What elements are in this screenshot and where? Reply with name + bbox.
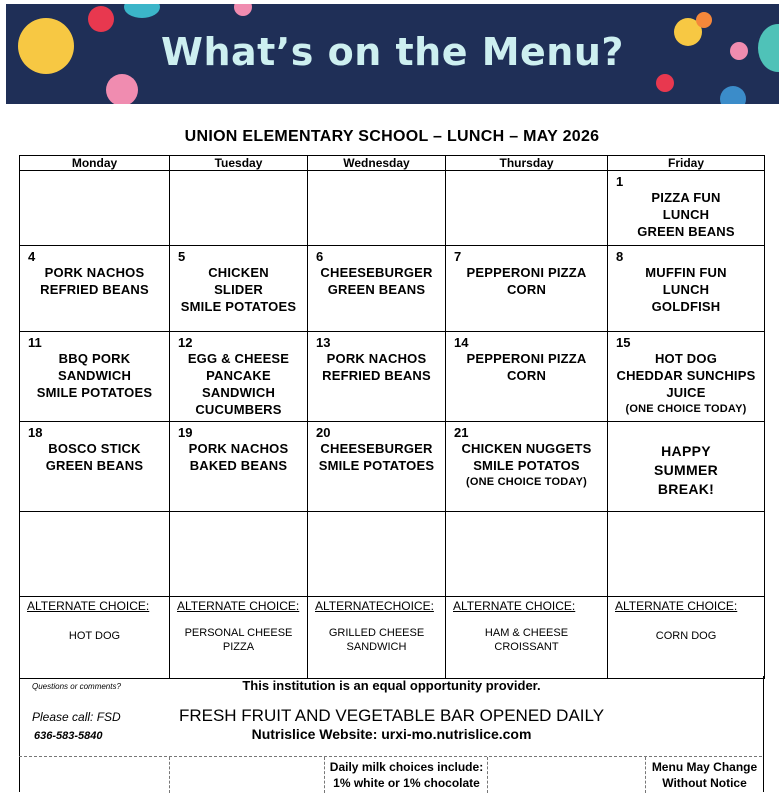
alternate-cell (446, 597, 608, 679)
alternate-item-line: HAM & CHEESE (484, 627, 569, 639)
menu-items (308, 350, 445, 384)
alternate-item (608, 613, 764, 643)
menu-item: GOLDFISH (651, 299, 721, 314)
menu-item: REFRIED BEANS (322, 368, 431, 383)
alternate-item (308, 613, 445, 654)
banner-title: What’s on the Menu? (161, 30, 624, 74)
milk-row (19, 756, 762, 793)
menu-item: PEPPERONI PIZZA (466, 351, 587, 366)
menu-item: SMILE POTATOES (36, 385, 153, 400)
change-line: Menu May Change (651, 760, 758, 774)
week-row (20, 171, 765, 246)
menu-change-notice (647, 759, 762, 791)
menu-items (170, 440, 307, 474)
day-cell (608, 246, 765, 332)
alternate-item-line: CORN DOG (655, 630, 717, 642)
alternate-cell (308, 597, 446, 679)
menu-item: SMILE POTATOS (473, 458, 580, 473)
alternate-label: ALTERNATE CHOICE: (27, 599, 150, 613)
menu-items (20, 264, 169, 298)
alternate-item (446, 613, 607, 654)
day-number: 6 (316, 249, 324, 264)
weekday-header-row (20, 156, 765, 171)
menu-item: GREEN BEANS (327, 282, 426, 297)
menu-item: PORK NACHOS (188, 441, 289, 456)
menu-items (608, 350, 764, 417)
day-number: 18 (28, 425, 43, 440)
menu-item: PORK NACHOS (326, 351, 427, 366)
milk-line: 1% white or 1% chocolate (333, 776, 480, 790)
phone-number: 636-583-5840 (34, 730, 103, 742)
alternate-item (170, 613, 307, 654)
menu-items (20, 350, 169, 401)
row-divider (169, 757, 170, 793)
day-cell (608, 171, 765, 246)
alternate-label: ALTERNATE CHOICE: (615, 599, 738, 613)
weekday-header: Friday (608, 156, 765, 171)
day-cell (308, 246, 446, 332)
menu-item: CORN (506, 282, 547, 297)
day-cell (608, 332, 765, 422)
day-cell (20, 332, 170, 422)
summer-break-line: BREAK! (657, 481, 715, 497)
menu-item: CHICKEN NUGGETS (461, 441, 592, 456)
menu-item: PEPPERONI PIZZA (466, 265, 587, 280)
empty-cell (170, 512, 308, 597)
equal-opportunity-statement: This institution is an equal opportunity provider. (242, 678, 541, 693)
header-banner (6, 4, 779, 104)
menu-items (446, 440, 607, 490)
day-cell (170, 422, 308, 512)
page-title: UNION ELEMENTARY SCHOOL – LUNCH – MAY 2026 (184, 128, 600, 145)
menu-item: GREEN BEANS (637, 224, 735, 239)
decor-dot (124, 4, 160, 18)
day-number: 15 (616, 335, 631, 350)
alternate-label: ALTERNATE CHOICE: (177, 599, 300, 613)
day-cell (446, 332, 608, 422)
day-cell (170, 332, 308, 422)
day-cell (170, 246, 308, 332)
menu-item: REFRIED BEANS (40, 282, 149, 297)
day-cell (446, 246, 608, 332)
menu-item: JUICE (666, 385, 706, 400)
alternate-item-line: HOT DOG (68, 630, 121, 642)
fresh-bar-notice: FRESH FRUIT AND VEGETABLE BAR OPENED DAILY (178, 706, 605, 725)
alternate-item-line: SANDWICH (346, 641, 407, 653)
menu-item: CUCUMBERS (195, 402, 282, 417)
summer-break-line: HAPPY (661, 443, 711, 459)
milk-line: Daily milk choices include: (329, 760, 484, 774)
menu-item: EGG & CHEESE (187, 351, 290, 366)
menu-item: CORN (506, 368, 547, 383)
day-number: 5 (178, 249, 186, 264)
alternate-cell (20, 597, 170, 679)
alternate-item (20, 613, 169, 643)
menu-items (446, 264, 607, 298)
menu-item: SANDWICH (57, 368, 132, 383)
menu-items (170, 264, 307, 315)
menu-item: SLIDER (214, 282, 263, 297)
day-cell (170, 171, 308, 246)
website-line: Nutrislice Website: urxi-mo.nutrislice.com (251, 726, 532, 742)
empty-week-row (20, 512, 765, 597)
empty-cell (608, 512, 765, 597)
menu-items (446, 350, 607, 384)
day-cell (20, 171, 170, 246)
day-number: 11 (28, 335, 42, 350)
empty-cell (446, 512, 608, 597)
alternate-label: ALTERNATE CHOICE: (453, 599, 576, 613)
empty-cell (20, 512, 170, 597)
menu-item: CHEESEBURGER (320, 441, 433, 456)
day-number: 4 (28, 249, 36, 264)
call-label: Please call: FSD (32, 710, 121, 724)
day-cell (20, 246, 170, 332)
milk-choices (324, 759, 489, 791)
menu-calendar (19, 155, 765, 679)
alternate-cell (170, 597, 308, 679)
alternate-item-line: GRILLED CHEESE (328, 627, 425, 639)
day-cell (308, 171, 446, 246)
row-divider (645, 757, 646, 793)
menu-item: BBQ PORK (58, 351, 131, 366)
menu-items (170, 350, 307, 418)
menu-item: CHEESEBURGER (320, 265, 433, 280)
day-cell (446, 422, 608, 512)
alternate-item-line: PIZZA (222, 641, 255, 653)
menu-item: BOSCO STICK (48, 441, 141, 456)
day-number: 12 (178, 335, 193, 350)
alternate-label: ALTERNATECHOICE: (315, 599, 434, 613)
decor-dot (656, 74, 674, 92)
decor-dot (88, 6, 114, 32)
alternate-item-line: PERSONAL CHEESE (184, 627, 293, 639)
weekday-header: Wednesday (308, 156, 446, 171)
weekday-header: Thursday (446, 156, 608, 171)
day-number: 14 (454, 335, 469, 350)
day-cell (446, 171, 608, 246)
summer-break-line: SUMMER (653, 462, 719, 478)
summer-break-message (608, 422, 764, 499)
day-number: 1 (616, 174, 624, 189)
menu-item: PORK NACHOS (44, 265, 145, 280)
menu-item: LUNCH (662, 207, 710, 222)
week-row (20, 246, 765, 332)
menu-item: SMILE POTATOES (180, 299, 297, 314)
day-cell (308, 332, 446, 422)
day-cell (20, 422, 170, 512)
decor-dot (696, 12, 712, 28)
alternate-cell (608, 597, 765, 679)
menu-items (608, 264, 764, 315)
day-number: 20 (316, 425, 331, 440)
week-row (20, 332, 765, 422)
alternate-row (20, 597, 765, 679)
menu-items (308, 440, 445, 474)
empty-cell (308, 512, 446, 597)
decor-dot (106, 74, 138, 104)
day-number: 19 (178, 425, 193, 440)
day-cell (608, 422, 765, 512)
menu-item: CHICKEN (208, 265, 269, 280)
menu-item: SMILE POTATOES (318, 458, 435, 473)
day-cell (308, 422, 446, 512)
menu-item: BAKED BEANS (189, 458, 288, 473)
menu-item: LUNCH (662, 282, 710, 297)
menu-item: PANCAKE (206, 368, 271, 383)
weekday-header: Monday (20, 156, 170, 171)
decor-dot (720, 86, 746, 104)
menu-item: CHEDDAR SUNCHIPS (616, 368, 756, 383)
alternate-item-line: CROISSANT (494, 641, 559, 653)
menu-items (20, 440, 169, 474)
menu-note: (ONE CHOICE TODAY) (466, 476, 587, 488)
change-line: Without Notice (662, 776, 747, 790)
menu-item: PIZZA FUN (651, 190, 721, 205)
week-row (20, 422, 765, 512)
weekday-header: Tuesday (170, 156, 308, 171)
day-number: 8 (616, 249, 624, 264)
menu-items (308, 264, 445, 298)
menu-item: SANDWICH (201, 385, 276, 400)
menu-item: MUFFIN FUN (645, 265, 727, 280)
day-number: 13 (316, 335, 331, 350)
questions-label: Questions or comments? (32, 682, 121, 691)
day-number: 21 (454, 425, 469, 440)
decor-dot (234, 4, 252, 16)
menu-items (608, 189, 764, 240)
menu-item: HOT DOG (654, 351, 718, 366)
menu-note: (ONE CHOICE TODAY) (625, 403, 747, 415)
menu-item: GREEN BEANS (45, 458, 144, 473)
day-number: 7 (454, 249, 462, 264)
